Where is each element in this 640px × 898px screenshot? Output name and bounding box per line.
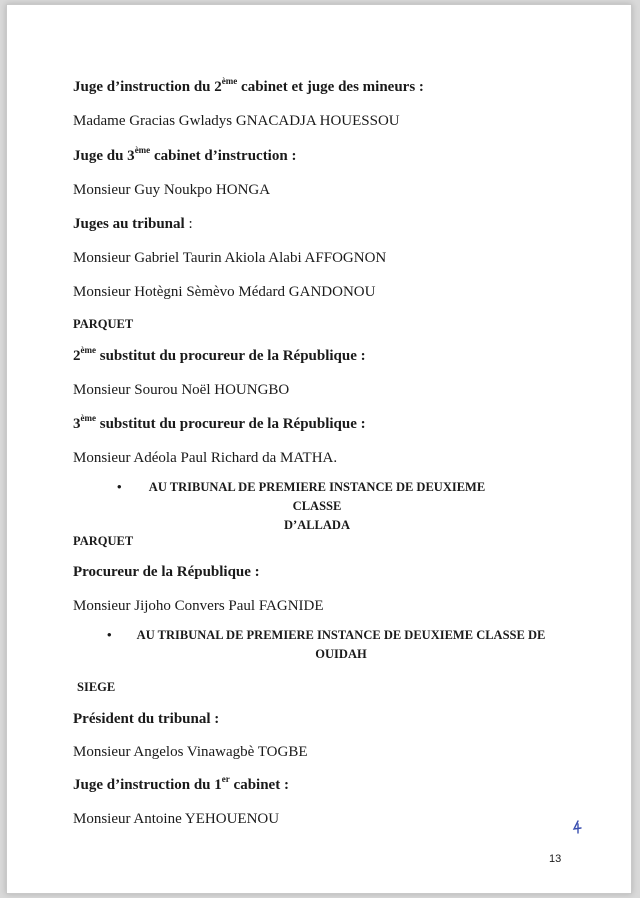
- heading-juges-au-tribunal: Juges au tribunal :: [73, 216, 193, 232]
- heading-president-tribunal: Président du tribunal :: [73, 711, 220, 727]
- page-number: 13: [549, 853, 562, 865]
- heading-3e-substitut: 3ème substitut du procureur de la République :: [73, 413, 366, 432]
- name-gnacadja-houessou: Madame Gracias Gwladys GNACADJA HOUESSOU: [73, 113, 400, 129]
- name-honga: Monsieur Guy Noukpo HONGA: [73, 182, 271, 198]
- name-fagnide: Monsieur Jijoho Convers Paul FAGNIDE: [73, 598, 324, 614]
- heading-juge-instruction-1er-cabinet: Juge d’instruction du 1er cabinet :: [73, 774, 289, 793]
- name-yehouenou: Monsieur Antoine YEHOUENOU: [73, 811, 280, 827]
- section-tpi-allada: AU TRIBUNAL DE PREMIERE INSTANCE DE DEUXIEME CLASSE D’ALLADA: [148, 480, 486, 532]
- heading-procureur: Procureur de la République :: [73, 564, 260, 580]
- name-gandonou: Monsieur Hotègni Sèmèvo Médard GANDONOU: [73, 284, 376, 300]
- bullet-icon: •: [107, 627, 112, 642]
- name-da-matha: Monsieur Adéola Paul Richard da MATHA.: [73, 450, 338, 466]
- section-tpi-ouidah: AU TRIBUNAL DE PREMIERE INSTANCE DE DEUXIEME CLASSE DE OUIDAH: [136, 628, 546, 661]
- heading-2e-substitut: 2ème substitut du procureur de la République :: [73, 345, 366, 364]
- document-page: [6, 4, 632, 894]
- name-affognon: Monsieur Gabriel Taurin Akiola Alabi AFFOGNON: [73, 250, 387, 266]
- name-houngbo: Monsieur Sourou Noël HOUNGBO: [73, 382, 290, 398]
- name-togbe: Monsieur Angelos Vinawagbè TOGBE: [73, 744, 308, 760]
- pen-mark-icon: [569, 819, 585, 835]
- heading-juge-instruction-2e-cabinet: Juge d’instruction du 2ème cabinet et juge des mineurs :: [73, 76, 424, 95]
- section-siege: SIEGE: [77, 680, 116, 694]
- section-parquet-allada: PARQUET: [73, 534, 134, 548]
- heading-juge-3e-cabinet: Juge du 3ème cabinet d’instruction :: [73, 145, 297, 164]
- section-parquet: PARQUET: [73, 317, 134, 331]
- bullet-icon: •: [117, 479, 122, 494]
